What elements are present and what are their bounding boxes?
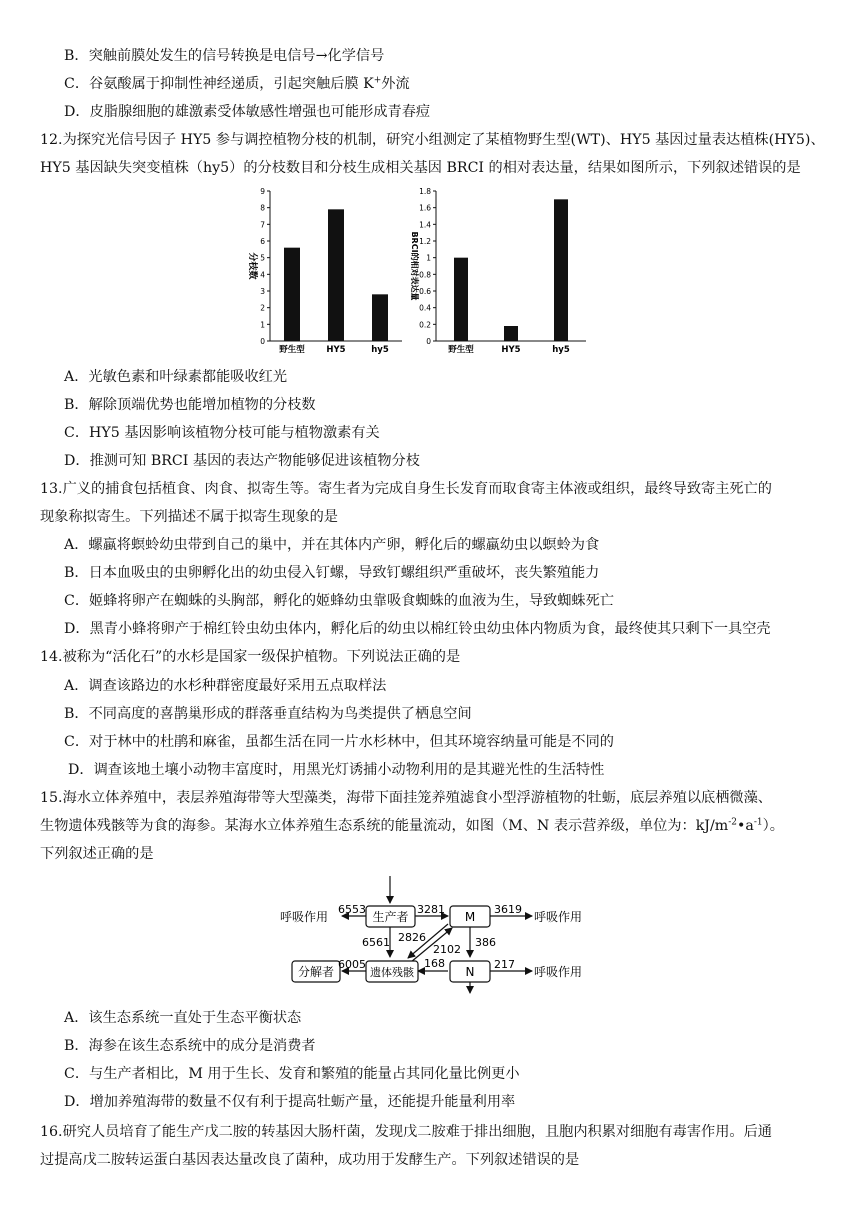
y-tick-label: 9 <box>260 187 265 196</box>
x-tick-label: 野生型 <box>279 345 305 355</box>
x-tick-label: HY5 <box>501 345 521 355</box>
y-tick-label: 1 <box>260 320 265 330</box>
bar-HY5 <box>504 326 518 341</box>
producer-label: 生产者 <box>372 910 409 924</box>
q13-option-a: A．螺蠃将螟蛉幼虫带到自己的巢中，并在其体内产卵，孵化后的螺蠃幼虫以螟蛉为食 <box>64 537 600 553</box>
q13-option-b: B．日本血吸虫的虫卵孵化出的幼虫侵入钉螺，导致钉螺组织严重破坏，丧失繁殖能力 <box>64 565 600 581</box>
q12-option-d: D．推测可知 BRCI 基因的表达产物能够促进该植物分枝 <box>64 453 420 469</box>
q12-stem-line2: HY5 基因缺失突变植株（hy5）的分枝数目和分枝生成相关基因 BRCI 的相对表达量，结果如图所示，下列叙述错误的是 <box>40 160 801 176</box>
y-tick-label: 2 <box>260 303 265 313</box>
value-3619: 3619 <box>494 903 522 916</box>
bar-野生型 <box>284 248 300 341</box>
respiration-left-label: 呼吸作用 <box>280 910 329 924</box>
q15-option-c: C．与生产者相比，M 用于生长、发育和繁殖的能量占其同化量比例更小 <box>64 1066 520 1082</box>
q11-option-d: D．皮脂腺细胞的雄激素受体敏感性增强也可能形成青春痘 <box>64 104 431 120</box>
value-386: 386 <box>475 936 496 949</box>
branch-count-chart <box>247 187 402 355</box>
energy-flow-diagram <box>270 872 600 997</box>
value-6553: 6553 <box>338 903 366 916</box>
q13-option-c: C．姬蜂将卵产在蜘蛛的头胸部，孵化的姬蜂幼虫靠吸食蜘蛛的血液为生，导致蜘蛛死亡 <box>64 593 614 609</box>
y-tick-label: 6 <box>260 237 265 246</box>
y-tick-label: 1.2 <box>419 237 431 246</box>
y-tick-label: 1.6 <box>419 203 431 213</box>
x-tick-label: HY5 <box>326 345 346 355</box>
bar-野生型 <box>454 258 468 341</box>
y-tick-label: 0.8 <box>419 270 431 280</box>
q14-option-b: B．不同高度的喜鹊巢形成的群落垂直结构为鸟类提供了栖息空间 <box>64 706 472 722</box>
q14-stem: 14.被称为“活化石”的水杉是国家一级保护植物。下列说法正确的是 <box>40 649 461 665</box>
y-tick-label: 0.4 <box>419 303 431 313</box>
q11-option-c: C．谷氨酸属于抑制性神经递质，引起突触后膜 K+外流 <box>64 75 410 92</box>
value-168: 168 <box>424 957 445 970</box>
q13-option-d: D．黑青小蜂将卵产于棉红铃虫幼虫体内，孵化后的幼虫以棉红铃虫幼虫体内物质为食，最终使其只剩下一具空壳 <box>64 621 771 637</box>
y-tick-label: 8 <box>260 203 265 213</box>
q15-stem-line2: 生物遗体残骸等为食的海参。某海水立体养殖生态系统的能量流动，如图（M、N 表示营养级，单位为：$kJ/m^{-2}•a^{-1}$）。 <box>40 817 784 834</box>
x-tick-label: hy5 <box>552 345 570 355</box>
y-tick-label: 0.2 <box>419 320 431 330</box>
bar-hy5 <box>554 199 568 341</box>
q13-stem-line1: 13.广义的捕食包括植食、肉食、拟寄生等。寄生者为完成自身生长发育而取食寄主体液或组织，最终导致寄主死亡的 <box>40 481 772 497</box>
y-tick-label: 1 <box>426 253 431 263</box>
y-tick-label: 5 <box>260 253 265 263</box>
value-2826: 2826 <box>398 931 426 944</box>
q14-option-d: D．调查该地土壤小动物丰富度时，用黑光灯诱捕小动物利用的是其避光性的生活特性 <box>68 762 605 778</box>
q16-stem-line2: 过提高戊二胺转运蛋白基因表达量改良了菌种，成功用于发酵生产。下列叙述错误的是 <box>40 1152 580 1168</box>
brci-expression-chart <box>410 187 586 355</box>
decomposer-label: 分解者 <box>297 965 335 979</box>
y-axis-label: BRCI的相对表达量 <box>410 231 419 301</box>
y-tick-label: 0 <box>426 337 431 346</box>
q15-option-d: D．增加养殖海带的数量不仅有利于提高牡蛎产量，还能提升能量利用率 <box>64 1094 516 1110</box>
bar-hy5 <box>372 294 388 341</box>
y-tick-label: 0.6 <box>419 287 431 296</box>
q15-option-a: A．该生态系统一直处于生态平衡状态 <box>64 1010 302 1026</box>
y-tick-label: 7 <box>260 220 265 230</box>
m-label: M <box>464 910 476 924</box>
y-tick-label: 3 <box>260 287 265 296</box>
x-tick-label: hy5 <box>371 345 389 355</box>
value-3281: 3281 <box>417 903 445 916</box>
value-217: 217 <box>494 958 515 971</box>
y-axis-label: 分枝数 <box>247 252 257 280</box>
q12-option-b: B．解除顶端优势也能增加植物的分枝数 <box>64 397 316 413</box>
y-tick-label: 1.8 <box>419 187 431 196</box>
bar-HY5 <box>328 209 344 341</box>
q15-stem-line1: 15.海水立体养殖中，表层养殖海带等大型藻类，海带下面挂笼养殖滤食小型浮游植物的牡蛎，底层养殖以底栖微藻、 <box>40 790 772 806</box>
value-6005: 6005 <box>338 958 366 971</box>
q14-option-c: C．对于林中的杜鹃和麻雀，虽都生活在同一片水杉林中，但其环境容纳量可能是不同的 <box>64 734 614 750</box>
remains-label: 遗体残骸 <box>370 966 414 979</box>
respiration-m-label: 呼吸作用 <box>534 910 583 924</box>
q12-option-c: C．HY5 基因影响该植物分枝可能与植物激素有关 <box>64 425 380 441</box>
q12-option-a: A．光敏色素和叶绿素都能吸收红光 <box>64 369 288 385</box>
q12-bar-charts <box>240 183 600 363</box>
n-label: N <box>465 965 475 979</box>
q15-stem-line3: 下列叙述正确的是 <box>40 846 154 862</box>
y-tick-label: 1.4 <box>419 220 431 230</box>
y-tick-label: 0 <box>260 337 265 346</box>
q13-stem-line2: 现象称拟寄生。下列描述不属于拟寄生现象的是 <box>40 509 338 525</box>
value-6561: 6561 <box>362 936 390 949</box>
y-tick-label: 4 <box>260 270 265 280</box>
q16-stem-line1: 16.研究人员培育了能生产戊二胺的转基因大肠杆菌，发现戊二胺难于排出细胞，且胞内积累对细胞有毒害作用。后通 <box>40 1124 772 1140</box>
q11-option-b: B．突触前膜处发生的信号转换是电信号→化学信号 <box>64 48 385 64</box>
respiration-n-label: 呼吸作用 <box>534 965 583 979</box>
q12-stem-line1: 12.为探究光信号因子 HY5 参与调控植物分枝的机制，研究小组测定了某植物野生型(WT)、HY5 基因过量表达植株(HY5)、 <box>40 132 825 148</box>
q14-option-a: A．调查该路边的水杉种群密度最好采用五点取样法 <box>64 678 387 694</box>
x-tick-label: 野生型 <box>448 345 474 355</box>
value-2102: 2102 <box>433 943 461 956</box>
q15-option-b: B．海参在该生态系统中的成分是消费者 <box>64 1038 316 1054</box>
